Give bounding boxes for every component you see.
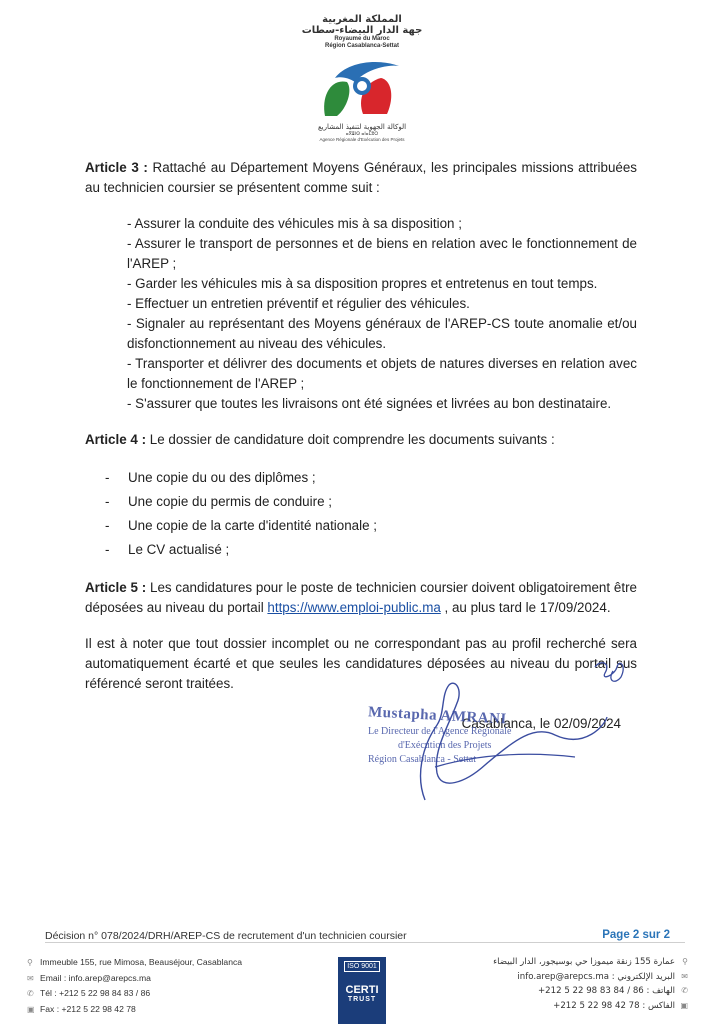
article-3-text: Rattaché au Département Moyens Généraux, les principales missions attribuées au technicien coursier se présentent comme suit : <box>85 160 637 195</box>
email-row <box>27 971 242 987</box>
address-text: Immeuble 155, rue Mimosa, Beauséjour, Casablanca <box>40 957 243 967</box>
stamp-line: Le Directeur de l'Agence Régionale <box>368 726 512 737</box>
dash-bullet-icon: - <box>105 542 110 557</box>
address-row <box>493 955 688 970</box>
list-item-text: Une copie du permis de conduire ; <box>128 494 332 509</box>
phone-text: Tél : +212 5 22 98 84 83 / 86 <box>40 988 151 998</box>
arep-logo-icon <box>317 56 407 120</box>
article-5-deadline: , au plus tard le 17/09/2024. <box>440 600 611 615</box>
region-french: Région Casablanca-Settat <box>324 43 400 49</box>
place-date: Casablanca, le 02/09/2024 <box>461 716 621 731</box>
list-item: - Transporter et délivrer des documents et objets de natures diverses en relation avec le fonctionnement de l'AREP ; <box>127 356 637 391</box>
list-item-text: Une copie du ou des diplômes ; <box>128 470 316 485</box>
list-item <box>105 490 637 514</box>
article-5 <box>85 578 637 618</box>
article-4-label: Article 4 : <box>85 432 147 447</box>
list-item <box>105 466 637 490</box>
fax-text: الفاكس : 78 42 98 22 5 212+ <box>553 1000 675 1011</box>
agency-tifinagh: ⴰⴳⴻⵏⵙ ⴰⵏⴰⵎⵓⵔ <box>345 131 379 136</box>
stamp-line: d'Exécution des Projets <box>398 740 492 751</box>
address-row <box>27 955 242 971</box>
phone-icon: ✆ <box>27 989 34 998</box>
letterhead <box>0 14 724 143</box>
kingdom-arabic: المملكة المغربية <box>322 14 402 25</box>
fax-icon: ▣ <box>27 1004 35 1014</box>
decision-reference: Décision n° 078/2024/DRH/AREP-CS de recrutement d'un technicien coursier <box>45 930 407 942</box>
page-number: Page 2 sur 2 <box>602 929 670 941</box>
list-item <box>105 514 637 538</box>
director-stamp <box>367 704 512 767</box>
article-4-list <box>105 466 637 562</box>
region-arabic: جهة الدار البيضاء-سطات <box>301 25 423 36</box>
list-item-text: Le CV actualisé ; <box>128 542 230 557</box>
director-name: Mustapha AMRANI <box>367 704 508 728</box>
article-3-label: Article 3 : <box>85 160 148 175</box>
list-item: - Assurer le transport de personnes et de biens en relation avec le fonctionnement de l'AREP ; <box>127 236 637 271</box>
dash-bullet-icon: - <box>105 518 110 533</box>
article-4-intro <box>85 430 637 450</box>
agency-french: Agence Régionale d'Exécution des Projets <box>319 137 405 142</box>
document-body <box>85 158 637 734</box>
dash-bullet-icon: - <box>105 470 110 485</box>
phone-text: الهاتف : 86 / 84 83 98 22 5 212+ <box>537 986 675 996</box>
list-item: - S'assurer que toutes les livraisons ont été signées et livrées au bon destinataire. <box>127 396 612 411</box>
phone-icon: ✆ <box>681 986 688 995</box>
emploi-public-link[interactable]: https://www.emploi-public.ma <box>267 600 441 615</box>
mail-icon: ✉ <box>681 971 688 981</box>
phone-row <box>493 984 688 999</box>
iso-certification-badge <box>338 957 386 1024</box>
footer-divider <box>45 942 685 943</box>
fax-icon: ▣ <box>680 1000 688 1010</box>
article-5-label: Article 5 : <box>85 580 147 595</box>
iso-label: ISO 9001 <box>344 961 380 972</box>
trust-label: TRUST <box>347 996 377 1003</box>
location-pin-icon: ⚲ <box>27 958 33 967</box>
fax-row <box>27 1002 242 1018</box>
email-row <box>493 970 688 985</box>
article-3-list <box>127 214 637 414</box>
list-item: - Signaler au représentant des Moyens généraux de l'AREP-CS toute anomalie et/ou disfonctionnement au niveau des véhicules. <box>127 316 637 351</box>
certi-label: CERTI <box>345 984 379 996</box>
agency-arabic: الوكالة الجهوية لتنفيذ المشاريع <box>317 123 407 131</box>
dash-bullet-icon: - <box>105 494 110 509</box>
article-3-intro <box>85 158 637 198</box>
list-item: - Effectuer un entretien préventif et régulier des véhicules. <box>127 296 470 311</box>
article-5-text: Les candidatures pour le poste de technicien coursier doivent obligatoirement être déposées au niveau du portail <box>85 580 637 615</box>
fax-text: Fax : +212 5 22 98 42 78 <box>40 1003 136 1014</box>
list-item-text: Une copie de la carte d'identité nationale ; <box>128 518 377 533</box>
list-item: - Assurer la conduite des véhicules mis à sa disposition ; <box>127 216 462 231</box>
email-text: Email : info.arep@arepcs.ma <box>40 972 151 983</box>
list-item: - Garder les véhicules mis à sa disposition propres et entretenus en tout temps. <box>127 276 598 291</box>
location-pin-icon: ⚲ <box>682 957 688 966</box>
kingdom-french: Royaume du Maroc <box>334 36 390 42</box>
closing-note: Il est à noter que tout dossier incomplet ou ne correspondant pas au profil recherché sera automatiquement écarté et que seules les candidatures déposées au niveau du portail sus référencé seront traitées. <box>85 636 637 691</box>
mail-icon: ✉ <box>27 973 34 983</box>
stamp-line: Région Casablanca - Settat <box>368 754 477 765</box>
list-item <box>105 538 637 562</box>
fax-row <box>493 999 688 1014</box>
email-text: البريد الإلكتروني : info.arep@arepcs.ma <box>517 971 675 982</box>
phone-row <box>27 986 242 1002</box>
contact-arabic <box>493 955 688 1013</box>
address-text: عمارة 155 زنقة ميموزا حي بوسيجور، الدار البيضاء <box>493 957 675 967</box>
contact-french <box>27 955 242 1017</box>
article-4-text: Le dossier de candidature doit comprendre les documents suivants : <box>146 432 555 447</box>
